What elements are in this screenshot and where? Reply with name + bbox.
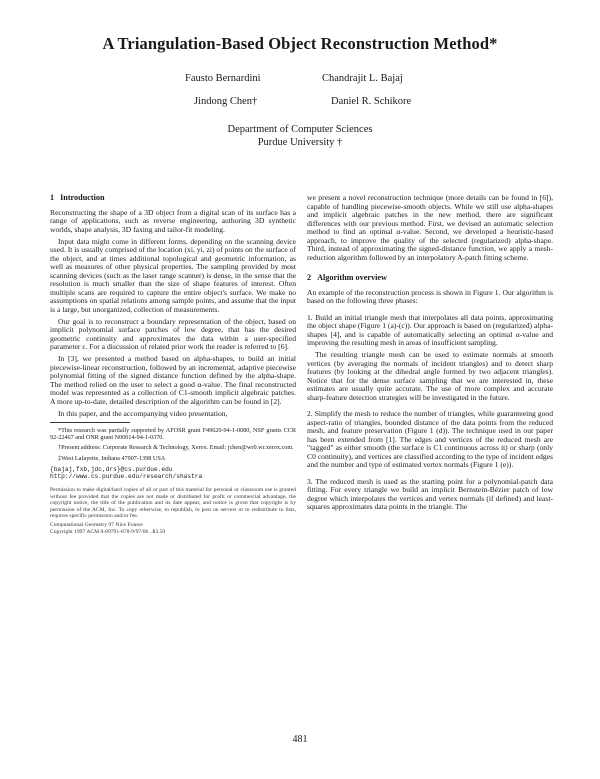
footnote-rule <box>50 422 130 423</box>
affiliation-univ: Purdue University † <box>257 137 343 148</box>
author-2: Chandrajit L. Bajaj <box>322 73 403 84</box>
footnote: *This research was partially supported by AFOSR grant F49620-94-1-0080, NSF grants CCR 92-22467 and ONR grant N00014-94-1-0370. <box>50 426 296 441</box>
author-3: Jindong Chen† <box>194 96 258 107</box>
author-4: Daniel R. Schikore <box>331 96 412 107</box>
author-1: Fausto Bernardini <box>185 73 261 84</box>
affiliation-dept: Department of Computer Sciences <box>227 124 373 135</box>
paragraph: Reconstructing the shape of a 3D object from a digital scan of its surface has a range of applications, such as reverse engineering, authoring 3D synthetic worlds, shape analysis, 3D faxing and tailor-fit modeling. <box>50 207 296 234</box>
copyright: Copyright 1997 ACM 0-89791-878-9/97/06 ..$3.50 <box>50 528 166 535</box>
step-3: 3. The reduced mesh is used as the starting point for a polynomial-patch data fitting. For every triangle we build an implicit Bernstein-Bézier patch of low degree which interpolates the vertices and vertex normals (if defined) and least-squares approximates data points in the triangle. The <box>307 476 553 511</box>
footnote: ‡West Lafayette, Indiana 47907-1398 USA <box>58 455 166 463</box>
page-number: 481 <box>292 734 308 745</box>
permission-notice: Permission to make digital/hard copies of all or part of this material for personal or classroom use is granted without fee provided that the copies are not made or distributed for profit or commercial advantage, the copyright notice, the title of the publication and its date appear, and notice is given that copyright is by permission of the ACM, Inc. To copy otherwise, to republish, to post on servers or to redistribute to lists, requires specific permission and/or fee. <box>50 487 296 520</box>
step-1: 1. Build an initial triangle mesh that interpolates all data points, approximating the object shape (Figure 1 (a)-(c)). Our approach is based on (regularized) alpha-shapes [4], and is capable of automatically selecting an optimal α-value and improving the resulting mesh in areas of insufficient sampling. <box>307 312 553 347</box>
section-2-heading: 2 Algorithm overview <box>307 273 387 282</box>
paragraph: An example of the reconstruction process is shown in Figure 1. Our algorithm is based on the following three phases: <box>307 287 553 305</box>
paragraph: we present a novel reconstruction technique (more details can be found in [6]), capable of handling piecewise-smooth objects. While we still use alpha-shapes and implicit algebraic patches in the new method, there are significant differences with our previous method. First, we devised an automatic selection method to find an optimal α-value. Second, we developed a heuristic-based approach, to improve the quality of the selected (regularized) alpha-shape. Third, instead of approximating the signed-distance function, we apply a mesh-reduction algorithm followed by an interpolatory A-patch fitting scheme. <box>307 193 553 262</box>
footnote: †Present address: Corporate Research & Technology, Xerox. Email: jchen@wr0.wr.xerox.com. <box>58 444 294 452</box>
paragraph: In this paper, and the accompanying video presentation, <box>58 408 228 418</box>
conference: Computational Geometry 97 Nice France <box>50 521 143 528</box>
right-column <box>307 194 553 515</box>
emails: {bajaj,fxb,jdc,drs}@cs.purdue.edu <box>50 465 173 473</box>
paper-title: A Triangulation-Based Object Reconstruction Method* <box>102 34 498 53</box>
paragraph: Our goal is to reconstruct a boundary representation of the object, based on implicit polynomial surface patches of low degree, that has the desired geometric continuity and approximates the data within a user-specified parameter ε. For a discussion of related prior work the reader is referred to [6]. <box>50 316 296 351</box>
paragraph: The resulting triangle mesh can be used to estimate normals at smooth vertices (by averaging the normals of incident triangles) and to detect sharp features (by looking at the dihedral angle formed by two adjacent triangles). Notice that for the dense surface sampling that we are interested in, these estimates are usually quite accurate. The use of more complex and accurate sharp-feature detection strategies will be investigated in the future. <box>307 350 553 402</box>
section-1-heading: 1 Introduction <box>50 193 105 202</box>
project-url: http://www.cs.purdue.edu/research/shastra <box>50 473 203 481</box>
paragraph: Input data might come in different forms, depending on the scanning device used. It is usually comprised of the location (xi, yi, zi) of points on the surface of the object, and at times additional topological and geometric information, as well as measures of other physical properties. The sampling provided by most scanning devices (such as the laser range scanner) is dense, in the sense that the resolution is much smaller than the size of shape features of interest. Often multiple scans are required to capture the entire object's surface. We make no assumptions on spatial relations among sample points, and assume that the input is a large, but unorganized, collection of measurements. <box>50 236 296 314</box>
left-column <box>50 194 296 535</box>
paragraph: In [3], we presented a method based on alpha-shapes, to build an initial piecewise-linear reconstruction, followed by an incremental, adaptive piecewise polynomial fitting of the signed distance function defined by the alpha-shape. The method relied on the user to select a good α-value. The final reconstructed model was represented as a collection of C1-smooth implicit algebraic patches. A more up-to-date, detailed description of the algorithm can be found in [2]. <box>50 354 296 406</box>
step-2: 2. Simplify the mesh to reduce the number of triangles, while guaranteeing good aspect-ratio of triangles, bounded distance of the data points from the reduced mesh, and feature preservation (Figure 1 (d)). The technique used in our paper has been extended from [1]. The edges and vertices of the reduced mesh are "tagged" as either smooth (the surface is C1 continuous across it) or sharp (only C0 continuity), and vertices are classified according to the type of incident edges and the number and type of estimated vertex normals (Figure 1 (e)). <box>307 409 553 469</box>
